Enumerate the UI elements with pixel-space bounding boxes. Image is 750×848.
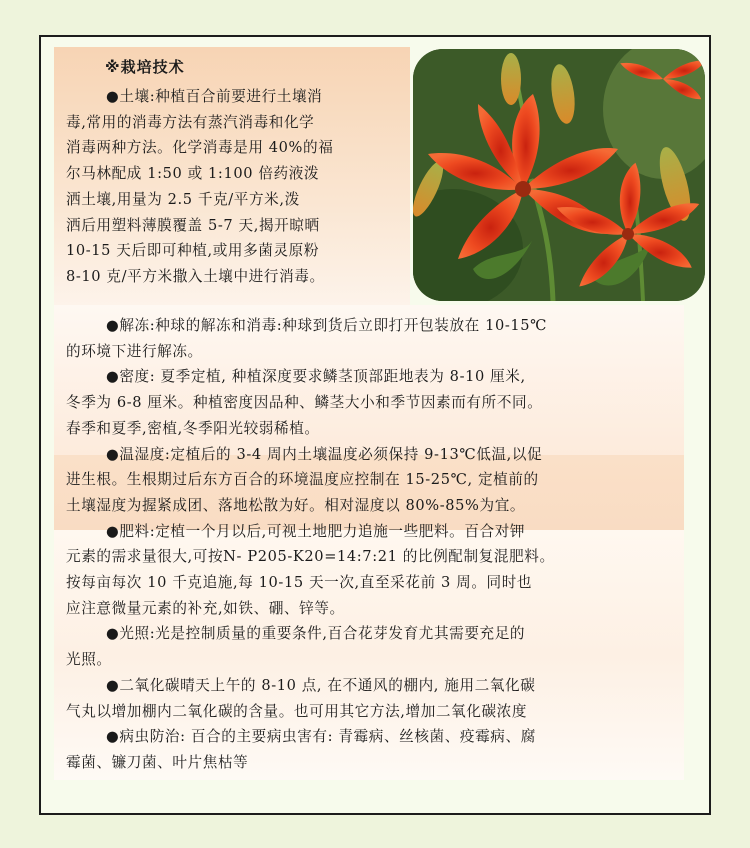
soil-line: ●土壤:种植百合前要进行土壤消 — [106, 88, 323, 105]
soil-line: 尔马林配成 1:50 或 1:100 倍药液泼 — [66, 165, 320, 183]
section-light — [66, 621, 686, 672]
soil-line: 洒土壤,用量为 2.5 千克/平方米,泼 — [66, 190, 300, 208]
soil-line: 8-10 克/平方米撒入土壤中进行消毒。 — [66, 267, 325, 285]
soil-line: 消毒两种方法。化学消毒是用 40%的福 — [66, 139, 334, 157]
section-line: 的环境下进行解冻。 — [66, 342, 203, 360]
section-fertilizer — [66, 519, 686, 622]
section-line: ●肥料:定植一个月以后,可视土地肥力追施一些肥料。百合对钾 — [106, 522, 526, 540]
section-line: 进生根。生根期过后东方百合的环境温度应控制在 15-25℃, 定植前的 — [66, 471, 539, 489]
soil-paragraph — [66, 84, 401, 290]
section-line: 按每亩每次 10 千克追施,每 10-15 天一次,直至采花前 3 周。同时也 — [66, 574, 533, 592]
section-line: ●温湿度:定植后的 3-4 周内土壤温度必须保持 9-13℃低温,以促 — [106, 445, 543, 463]
section-line: ●病虫防治: 百合的主要病虫害有: 青霉病、丝核菌、疫霉病、腐 — [106, 728, 536, 746]
section-line: ●光照:光是控制质量的重要条件,百合花芽发育尤其需要充足的 — [106, 625, 526, 643]
section-line: 土壤湿度为握紧成团、落地松散为好。相对湿度以 80%-85%为宜。 — [66, 496, 526, 514]
lily-photo — [413, 49, 705, 301]
section-line: 气丸以增加棚内二氧化碳的含量。也可用其它方法,增加二氧化碳浓度 — [66, 702, 528, 720]
section-temperature-humidity — [66, 442, 686, 519]
section-line: 春季和夏季,密植,冬季阳光较弱稀植。 — [66, 419, 320, 437]
section-line: ●二氧化碳晴天上午的 8-10 点, 在不通风的棚内, 施用二氧化碳 — [106, 676, 536, 694]
section-line: ●密度: 夏季定植, 种植深度要求鳞茎顶部距地表为 8-10 厘米, — [106, 368, 526, 386]
section-thawing — [66, 313, 686, 364]
section-title: ※栽培技术 — [105, 58, 185, 76]
soil-line: 10-15 天后即可种植,或用多菌灵原粉 — [66, 242, 320, 260]
section-line: 霉菌、镰刀菌、叶片焦枯等 — [66, 753, 249, 771]
section-line: 冬季为 6-8 厘米。种植密度因品种、鳞茎大小和季节因素而有所不同。 — [66, 394, 543, 412]
section-line: 光照。 — [66, 651, 112, 669]
section-co2 — [66, 673, 686, 724]
section-pest-control — [66, 724, 686, 775]
section-line: 元素的需求量很大,可按N- P205-K20=14:7:21 的比例配制复混肥料。 — [66, 548, 555, 566]
section-line: ●解冻:种球的解冻和消毒:种球到货后立即打开包装放在 10-15℃ — [106, 317, 548, 334]
cultivation-text — [66, 313, 686, 776]
lily-flower-icon — [413, 49, 705, 301]
section-density — [66, 364, 686, 441]
soil-line: 洒后用塑料薄膜覆盖 5-7 天,揭开晾晒 — [66, 216, 320, 234]
section-line: 应注意微量元素的补充,如铁、硼、锌等。 — [66, 599, 345, 617]
soil-line: 毒,常用的消毒方法有蒸汽消毒和化学 — [66, 113, 315, 131]
